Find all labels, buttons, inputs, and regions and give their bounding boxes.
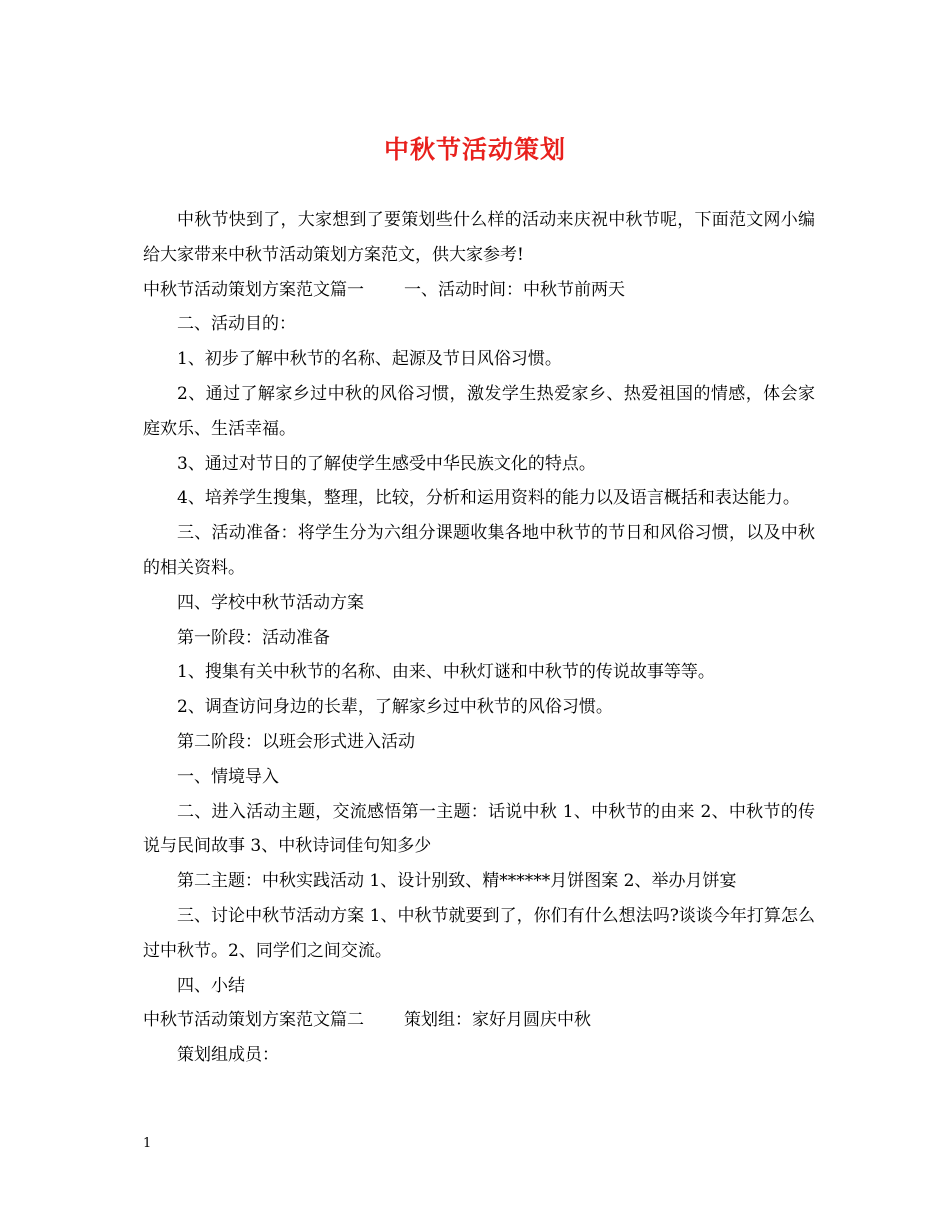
paragraph: 4、培养学生搜集，整理，比较，分析和运用资料的能力以及语言概括和表达能力。 (177, 488, 800, 509)
paragraph: 1、搜集有关中秋节的名称、由来、中秋灯谜和中秋节的传说故事等等。 (177, 662, 715, 683)
paragraph: 第二阶段：以班会形式进入活动 (177, 731, 415, 752)
section-title-two: 中秋节活动策划方案范文篇二 (143, 1010, 364, 1031)
paragraph: 3、通过对节日的了解使学生感受中华民族文化的特点。 (177, 453, 596, 474)
paragraph: 二、活动目的： (177, 314, 296, 335)
paragraph: 2、通过了解家乡过中秋的风俗习惯，激发学生热爱家乡、热爱祖国的情感，体会家庭欢乐、生活幸福。 (143, 383, 815, 439)
paragraph: 第一阶段：活动准备 (177, 627, 330, 648)
activity-time: 一、活动时间：中秋节前两天 (404, 279, 625, 300)
paragraph: 策划组成员： (177, 1045, 279, 1066)
paragraph: 四、学校中秋节活动方案 (177, 592, 364, 613)
document-body (143, 203, 815, 1073)
intro-paragraph: 中秋节快到了，大家想到了要策划些什么样的活动来庆祝中秋节呢，下面范文网小编给大家带来中秋节活动策划方案范文，供大家参考! (143, 210, 815, 265)
paragraph: 三、讨论中秋节活动方案 1、中秋节就要到了，你们有什么想法吗?谈谈今年打算怎么过中秋节。2、同学们之间交流。 (143, 905, 815, 961)
paragraph: 1、初步了解中秋节的名称、起源及节日风俗习惯。 (177, 349, 562, 370)
page-title: 中秋节活动策划 (383, 135, 566, 164)
paragraph: 三、活动准备：将学生分为六组分课题收集各地中秋节的节日和风俗习惯，以及中秋的相关资料。 (143, 523, 815, 578)
paragraph: 一、情境导入 (177, 766, 279, 787)
page-number: 1 (143, 1136, 152, 1151)
paragraph: 第二主题：中秋实践活动 1、设计别致、精******月饼图案 2、举办月饼宴 (177, 871, 737, 892)
paragraph: 2、调查访问身边的长辈，了解家乡过中秋节的风俗习惯。 (177, 697, 613, 718)
paragraph: 四、小结 (177, 975, 245, 996)
planning-group: 策划组：家好月圆庆中秋 (404, 1010, 591, 1031)
section-heading-two (143, 1003, 815, 1038)
section-title-one: 中秋节活动策划方案范文篇一 (143, 279, 364, 300)
paragraph: 二、进入活动主题，交流感悟第一主题：话说中秋 1、中秋节的由来 2、中秋节的传说与民间故事 3、中秋诗词佳句知多少 (143, 801, 815, 857)
section-heading-one (143, 273, 815, 308)
